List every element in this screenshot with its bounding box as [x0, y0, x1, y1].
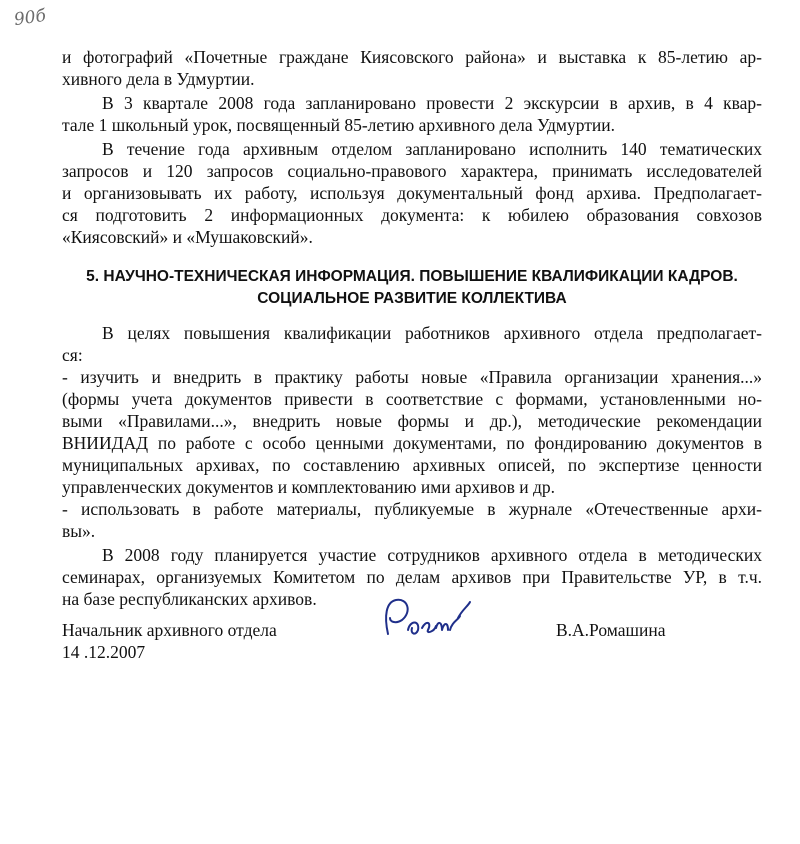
text-line: выми «Правилами...», внедрить новые формы и др.), методические рекомендации: [62, 411, 762, 431]
text-line: и организовывать их работу, используя документальный фонд архива. Предполагает-: [62, 183, 762, 203]
section-heading: 5. НАУЧНО-ТЕХНИЧЕСКАЯ ИНФОРМАЦИЯ. ПОВЫШЕНИЕ КВАЛИФИКАЦИИ КАДРОВ.: [86, 268, 738, 285]
text-line: муниципальных архивах, по составлению архивных описей, по экспертизе ценности: [62, 455, 762, 475]
text-line: управленческих документов и комплектованию ими архивов и др.: [62, 477, 555, 497]
text-line: В течение года архивным отделом запланировано исполнить 140 тематических: [102, 139, 762, 159]
page-number: 90б: [12, 5, 48, 31]
list-item: - использовать в работе материалы, публикуемые в журнале «Отечественные архи-: [62, 499, 762, 519]
text-line: семинарах, организуемых Комитетом по делам архивов при Правительстве УР, в т.ч.: [62, 567, 762, 587]
text-line: вы».: [62, 521, 96, 541]
text-line: В 3 квартале 2008 года запланировано провести 2 экскурсии в архив, в 4 квар-: [102, 93, 762, 113]
handwritten-signature: [378, 594, 478, 650]
signature-date: 14 .12.2007: [62, 642, 146, 662]
list-item: - изучить и внедрить в практику работы новые «Правила организации хранения...»: [62, 367, 762, 387]
text-line: тале 1 школьный урок, посвященный 85-летию архивного дела Удмуртии.: [62, 115, 615, 135]
text-line: и фотографий «Почетные граждане Киясовского района» и выставка к 85-летию ар-: [62, 47, 762, 67]
text-line: ся:: [62, 345, 83, 365]
text-line: (формы учета документов привести в соответствие с формами, установленными но-: [62, 389, 762, 409]
position-title: Начальник архивного отдела: [62, 620, 277, 640]
signatory-name: В.А.Ромашина: [556, 620, 666, 640]
text-line: запросов и 120 запросов социально-правового характера, принимать исследователей: [62, 161, 762, 181]
text-line: ся подготовить 2 информационных документа: к юбилею образования совхозов: [62, 205, 762, 225]
text-line: «Киясовский» и «Мушаковский».: [62, 227, 313, 247]
section-heading: СОЦИАЛЬНОЕ РАЗВИТИЕ КОЛЛЕКТИВА: [257, 290, 567, 307]
text-line: ВНИИДАД по работе с особо ценными документами, по фондированию документов в: [62, 433, 762, 453]
text-line: хивного дела в Удмуртии.: [62, 69, 255, 89]
text-line: В целях повышения квалификации работников архивного отдела предполагает-: [102, 323, 762, 343]
text-line: на базе республиканских архивов.: [62, 589, 317, 609]
text-line: В 2008 году планируется участие сотрудников архивного отдела в методических: [102, 545, 762, 565]
